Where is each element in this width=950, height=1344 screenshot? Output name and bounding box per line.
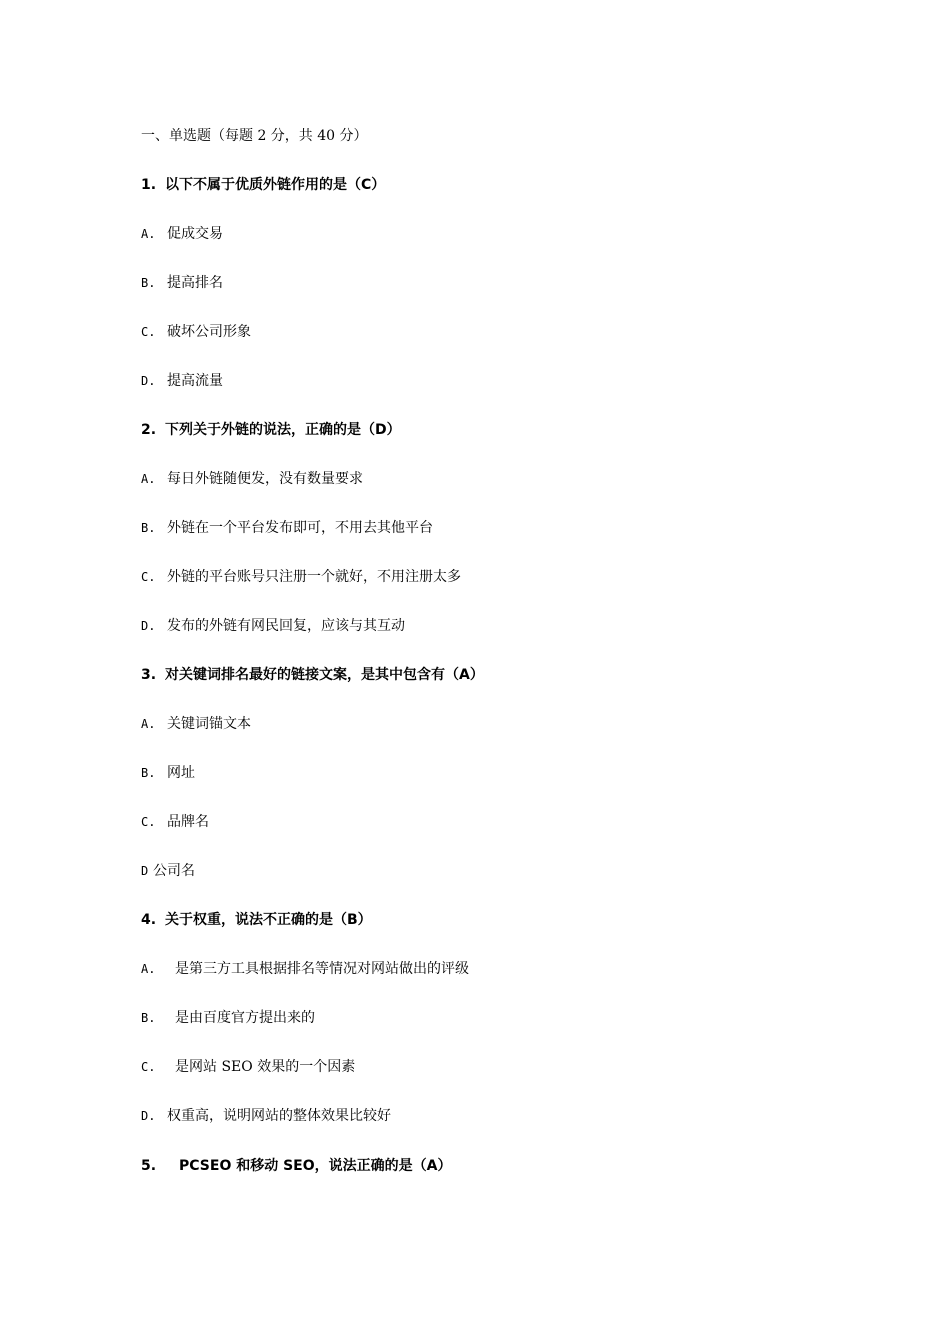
option-4c: C. 是网站 SEO 效果的一个因素 — [141, 1059, 356, 1075]
option-2c: C. 外链的平台账号只注册一个就好，不用注册太多 — [141, 569, 461, 585]
question-2 — [141, 420, 401, 440]
question-number: 3. — [141, 667, 157, 683]
option-2a: A. 每日外链随便发，没有数量要求 — [141, 471, 363, 487]
question-number: 5. — [141, 1158, 157, 1174]
option-1c: C. 破坏公司形象 — [141, 324, 251, 340]
option-4d: D. 权重高，说明网站的整体效果比较好 — [141, 1108, 391, 1124]
question-number: 1. — [141, 177, 157, 193]
question-text: 下列关于外链的说法，正确的是（D） — [165, 422, 401, 438]
option-1a: A. 促成交易 — [141, 226, 223, 242]
option-3b: B. 网址 — [141, 765, 195, 781]
question-text: PCSEO 和移动 SEO，说法正确的是（A） — [179, 1158, 452, 1174]
question-number: 2. — [141, 422, 157, 438]
question-5 — [141, 1156, 451, 1176]
option-1b: B. 提高排名 — [141, 275, 223, 291]
option-1d: D. 提高流量 — [141, 373, 223, 389]
option-2b: B. 外链在一个平台发布即可，不用去其他平台 — [141, 520, 433, 536]
question-4 — [141, 910, 372, 930]
question-number: 4. — [141, 912, 157, 928]
option-3c: C. 品牌名 — [141, 814, 209, 830]
question-1 — [141, 175, 385, 195]
question-text: 对关键词排名最好的链接文案，是其中包含有（A） — [165, 667, 484, 683]
option-2d: D. 发布的外链有网民回复，应该与其互动 — [141, 618, 405, 634]
option-4a: A. 是第三方工具根据排名等情况对网站做出的评级 — [141, 961, 469, 977]
question-text: 关于权重，说法不正确的是（B） — [165, 912, 372, 928]
section-header: 一、单选题（每题 2 分，共 40 分） — [141, 128, 368, 144]
question-3 — [141, 665, 484, 685]
question-text: 以下不属于优质外链作用的是（C） — [165, 177, 386, 193]
option-3d: D 公司名 — [141, 863, 195, 879]
option-3a: A. 关键词锚文本 — [141, 716, 251, 732]
option-4b: B. 是由百度官方提出来的 — [141, 1010, 315, 1026]
